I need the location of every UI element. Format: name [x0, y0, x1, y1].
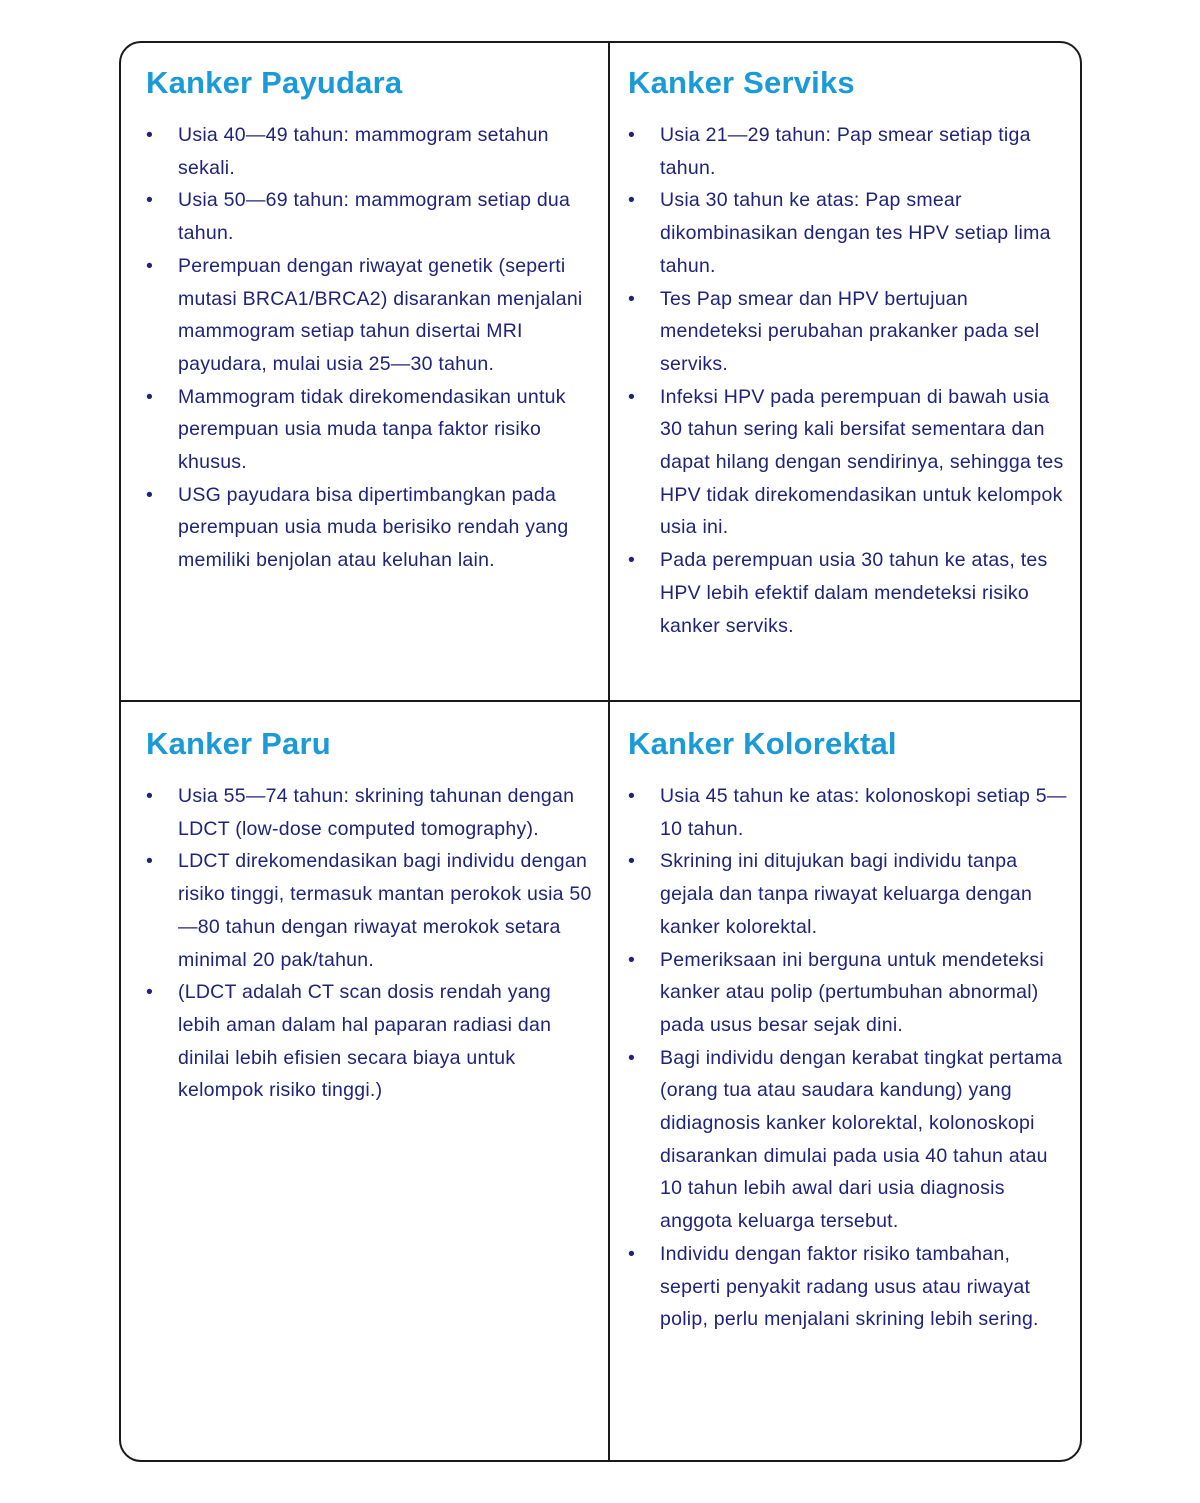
guideline-list	[146, 780, 596, 1107]
list-item	[628, 184, 1068, 282]
bullet-icon: •	[146, 385, 154, 408]
list-item-text: Pada perempuan usia 30 tahun ke atas, tes HPV lebih efektif dalam mendeteksi risiko kanker serviks.	[660, 549, 1048, 637]
guideline-list	[628, 119, 1068, 642]
list-item	[628, 544, 1068, 642]
list-item	[146, 184, 596, 249]
section-title: Kanker Payudara	[146, 65, 403, 100]
list-item-text: Pemeriksaan ini berguna untuk mendeteksi kanker atau polip (pertumbuhan abnormal) pada usus besar sejak dini.	[660, 948, 1044, 1036]
list-item-text: Perempuan dengan riwayat genetik (seperti mutasi BRCA1/BRCA2) disarankan menjalani mammogram setiap tahun disertai MRI payudara, mulai usia 25—30 tahun.	[178, 254, 583, 375]
list-item-text: Usia 55—74 tahun: skrining tahunan dengan LDCT (low-dose computed tomography).	[178, 785, 575, 840]
list-item-text: Mammogram tidak direkomendasikan untuk perempuan usia muda tanpa faktor risiko khusus.	[178, 385, 566, 474]
list-item-text: Usia 50—69 tahun: mammogram setiap dua tahun.	[178, 189, 571, 245]
section-lung-cancer	[146, 724, 596, 1107]
list-item-text: Usia 21—29 tahun: Pap smear setiap tiga tahun.	[660, 124, 1031, 179]
list-item	[628, 845, 1068, 943]
list-item-text: Usia 45 tahun ke atas: kolonoskopi setiap 5—10 tahun.	[660, 785, 1067, 840]
list-item-text: Skrining ini ditujukan bagi individu tanpa gejala dan tanpa riwayat keluarga dengan kanker kolorektal.	[660, 850, 1033, 938]
section-cervical-cancer	[628, 63, 1068, 642]
list-item	[146, 119, 596, 184]
list-item	[146, 250, 596, 381]
list-item	[628, 283, 1068, 381]
bullet-icon: •	[146, 189, 154, 212]
list-item	[146, 976, 596, 1107]
list-item	[146, 479, 596, 577]
list-item-text: USG payudara bisa dipertimbangkan pada perempuan usia muda berisiko rendah yang memiliki benjolan atau keluhan lain.	[178, 483, 569, 572]
list-item-text: Individu dengan faktor risiko tambahan, seperti penyakit radang usus atau riwayat polip, perlu menjalani skrining lebih sering.	[660, 1242, 1039, 1331]
section-title: Kanker Serviks	[628, 65, 855, 100]
list-item-text: Usia 30 tahun ke atas: Pap smear dikombinasikan dengan tes HPV setiap lima tahun.	[660, 189, 1051, 277]
section-breast-cancer	[146, 63, 596, 577]
list-item	[628, 381, 1068, 545]
bullet-icon: •	[628, 1242, 636, 1265]
bullet-icon: •	[628, 549, 636, 572]
list-item-text: LDCT direkomendasikan bagi individu dengan risiko tinggi, termasuk mantan perokok usia 50—80 tahun dengan riwayat merokok setara minimal 20 pak/tahun.	[178, 850, 592, 971]
list-item	[146, 780, 596, 845]
list-item	[628, 1238, 1068, 1336]
list-item	[146, 381, 596, 479]
bullet-icon: •	[628, 189, 636, 212]
list-item-text: Bagi individu dengan kerabat tingkat pertama (orang tua atau saudara kandung) yang didiagnosis kanker kolorektal, kolonoskopi disarankan dimulai pada usia 40 tahun atau 10 tahun lebih awal dari usia diagnosis anggota keluarga tersebut.	[660, 1046, 1063, 1233]
list-item	[628, 780, 1068, 845]
guideline-list	[628, 780, 1068, 1336]
screening-guidelines-card	[119, 41, 1082, 1462]
bullet-icon: •	[146, 785, 154, 807]
list-item	[628, 1042, 1068, 1238]
bullet-icon: •	[146, 981, 154, 1004]
section-title: Kanker Kolorektal	[628, 726, 897, 761]
section-colorectal-cancer	[628, 724, 1068, 1336]
list-item-text: Infeksi HPV pada perempuan di bawah usia 30 tahun sering kali bersifat sementara dan dapat hilang dengan sendirinya, sehingga tes HPV tidak direkomendasikan untuk kelompok usia ini.	[660, 385, 1064, 539]
section-title: Kanker Paru	[146, 726, 331, 761]
list-item	[146, 845, 596, 976]
horizontal-divider	[121, 700, 1080, 702]
list-item-text: Tes Pap smear dan HPV bertujuan mendeteksi perubahan prakanker pada sel serviks.	[660, 287, 1040, 375]
bullet-icon: •	[146, 483, 154, 506]
bullet-icon: •	[146, 254, 154, 277]
vertical-divider	[608, 43, 610, 1460]
bullet-icon: •	[628, 1046, 636, 1069]
bullet-icon: •	[628, 948, 636, 971]
list-item-text: Usia 40—49 tahun: mammogram setahun sekali.	[178, 124, 549, 179]
guideline-list	[146, 119, 596, 577]
bullet-icon: •	[628, 385, 636, 408]
list-item-text: (LDCT adalah CT scan dosis rendah yang lebih aman dalam hal paparan radiasi dan dinilai lebih efisien secara biaya untuk kelompok risiko tinggi.)	[178, 981, 552, 1102]
bullet-icon: •	[146, 124, 154, 146]
bullet-icon: •	[628, 785, 636, 807]
bullet-icon: •	[628, 124, 636, 146]
list-item	[628, 119, 1068, 184]
bullet-icon: •	[146, 850, 154, 873]
bullet-icon: •	[628, 287, 636, 310]
list-item	[628, 944, 1068, 1042]
bullet-icon: •	[628, 850, 636, 873]
